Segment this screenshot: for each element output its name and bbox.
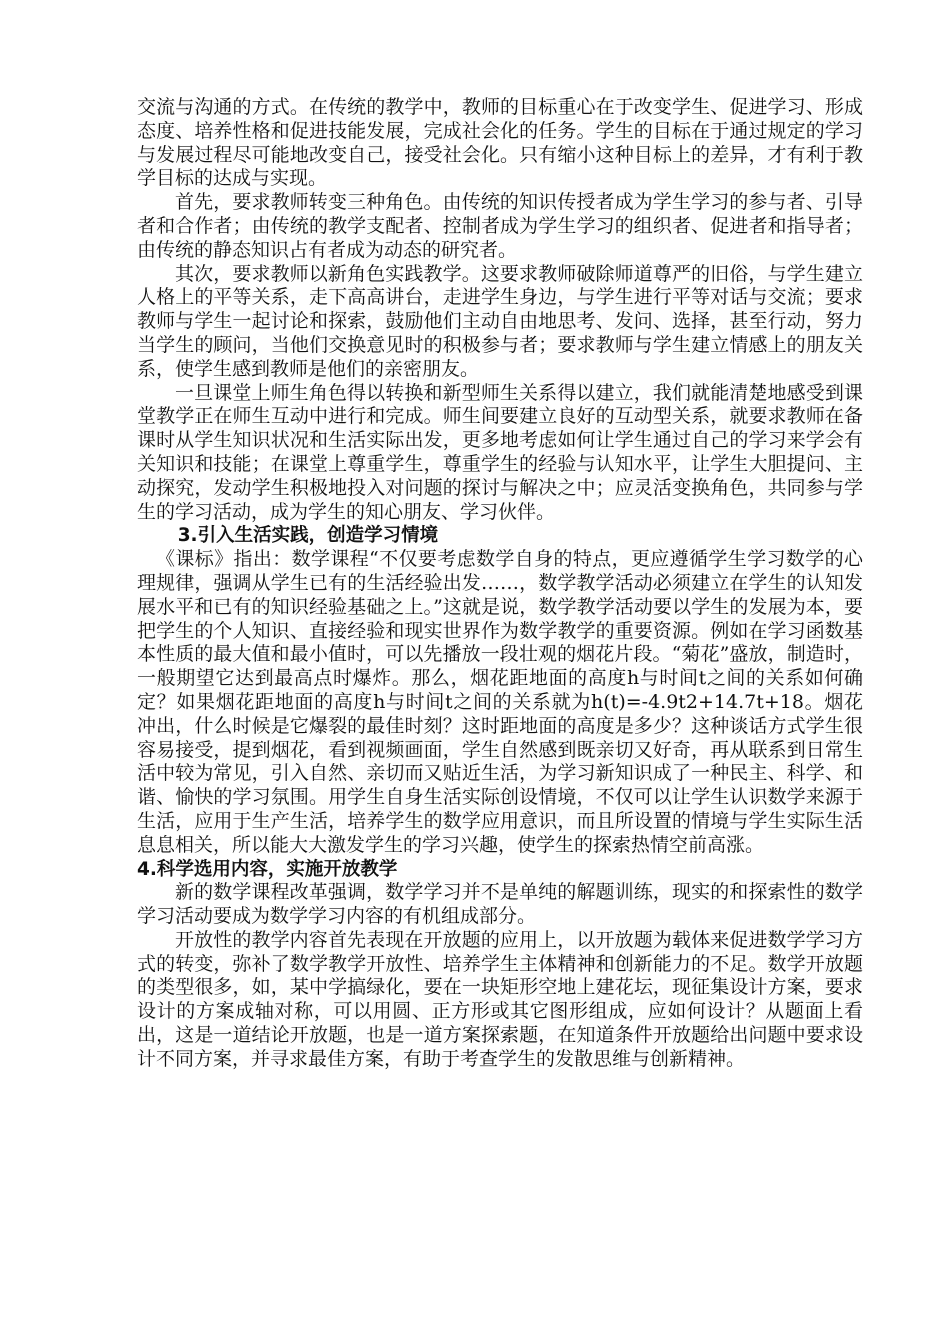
paragraph-3: 其次，要求教师以新角色实践教学。这要求教师破除师道尊严的旧俗，与学生建立人格上的平等关系，走下高高讲台，走进学生身边，与学生进行平等对话与交流；要求教师与学生一起讨论和探索，鼓励他们主动自由地思考、发问、选择，甚至行动，努力当学生的顾问，当他们交换意见时的积极参与者；要求教师与学生建立情感上的朋友关系，使学生感到教师是他们的亲密朋友。 <box>137 262 863 380</box>
paragraph-2: 首先，要求教师转变三种角色。由传统的知识传授者成为学生学习的参与者、引导者和合作者；由传统的教学支配者、控制者成为学生学习的组织者、促进者和指导者；由传统的静态知识占有者成为动态的研究者。 <box>137 191 863 261</box>
document-page <box>137 96 863 1072</box>
paragraph-7: 开放性的教学内容首先表现在开放题的应用上，以开放题为载体来促进数学学习方式的转变，弥补了数学教学开放性、培养学生主体精神和创新能力的不足。数学开放题的类型很多，如，某中学搞绿化，要在一块矩形空地上建花坛，现征集设计方案，要求设计的方案成轴对称，可以用圆、正方形或其它图形组成，应如何设计？从题面上看出，这是一道结论开放题，也是一道方案探索题，在知道条件开放题给出问题中要求设计不同方案，并寻求最佳方案，有助于考查学生的发散思维与创新精神。 <box>137 928 863 1070</box>
section-heading-4: 4.科学选用内容，实施开放教学 <box>137 858 398 880</box>
paragraph-5: 《课标》指出：数学课程“不仅要考虑数学自身的特点，更应遵循学生学习数学的心理规律，强调从学生已有的生活经验出发……，数学教学活动必须建立在学生的认知发展水平和已有的知识经验基础之上。”这就是说，数学教学活动要以学生的发展为本，要把学生的个人知识、直接经验和现实世界作为数学教学的重要资源。例如在学习函数基本性质的最大值和最小值时，可以先播放一段壮观的烟花片段。“菊花”盛放，制造时，一般期望它达到最高点时爆炸。那么，烟花距地面的高度h与时间t之间的关系如何确定？如果烟花距地面的高度h与时间t之间的关系就为h(t)=-4.9t2+14.7t+18。烟花冲出，什么时候是它爆裂的最佳时刻？这时距地面的高度是多少？这种谈话方式学生很容易接受，提到烟花，看到视频画面，学生自然感到既亲切又好奇，再从联系到日常生活中较为常见，引入自然、亲切而又贴近生活，为学习新知识成了一种民主、科学、和谐、愉快的学习氛围。用学生自身生活实际创设情境，不仅可以让学生认识数学来源于生活，应用于生产生活，培养学生的数学应用意识，而且所设置的情境与学生实际生活息息相关，所以能大大激发学生的学习兴趣，使学生的探索热情空前高涨。 <box>137 548 863 856</box>
section-heading-3: 3.引入生活实践，创造学习情境 <box>177 525 439 547</box>
paragraph-1: 交流与沟通的方式。在传统的教学中，教师的目标重心在于改变学生、促进学习、形成态度、培养性格和促进技能发展，完成社会化的任务。学生的目标在于通过规定的学习与发展过程尽可能地改变自己，接受社会化。只有缩小这种目标上的差异，才有利于教学目标的达成与实现。 <box>137 96 863 190</box>
paragraph-6: 新的数学课程改革强调，数学学习并不是单纯的解题训练，现实的和探索性的数学学习活动要成为数学学习内容的有机组成部分。 <box>137 881 863 928</box>
paragraph-4: 一旦课堂上师生角色得以转换和新型师生关系得以建立，我们就能清楚地感受到课堂教学正在师生互动中进行和完成。师生间要建立良好的互动型关系，就要求教师在备课时从学生知识状况和生活实际出发，更多地考虑如何让学生通过自己的学习来学会有关知识和技能；在课堂上尊重学生，尊重学生的经验与认知水平，让学生大胆提问、主动探究，发动学生积极地投入对问题的探讨与解决之中；应灵活变换角色，共同参与学生的学习活动，成为学生的知心朋友、学习伙伴。 <box>137 381 863 523</box>
